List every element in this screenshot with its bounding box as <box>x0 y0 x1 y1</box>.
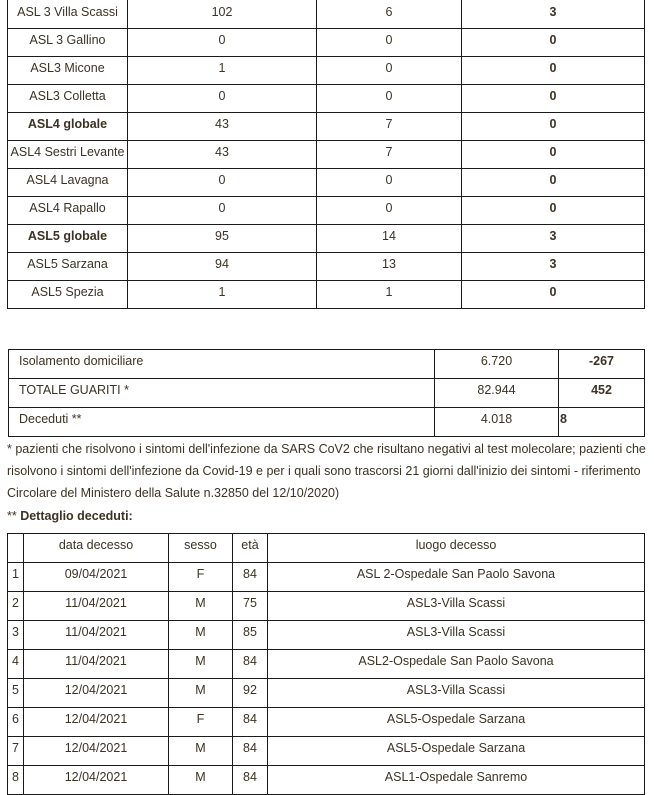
death-sex: F <box>169 563 233 592</box>
hospital-value-2: 7 <box>317 113 462 141</box>
hospital-value-2: 7 <box>317 141 462 169</box>
hospital-delta: 0 <box>462 141 645 169</box>
table-row <box>9 379 645 408</box>
summary-label: Isolamento domiciliare <box>9 350 435 379</box>
hospital-delta: 0 <box>462 169 645 197</box>
hospital-value-1: 0 <box>128 169 317 197</box>
header-age: età <box>233 534 268 563</box>
hospital-name: ASL 3 Villa Scassi <box>8 0 128 29</box>
hospital-name: ASL3 Colletta <box>8 85 128 113</box>
table-row <box>8 29 645 57</box>
header-sex: sesso <box>169 534 233 563</box>
hospital-name: ASL 3 Gallino <box>8 29 128 57</box>
hospital-value-2: 13 <box>317 253 462 281</box>
death-sex: M <box>169 621 233 650</box>
hospital-delta: 0 <box>462 57 645 85</box>
death-date: 11/04/2021 <box>24 621 169 650</box>
deceduti-title: Dettaglio deceduti: <box>20 509 133 523</box>
table-row <box>8 281 645 309</box>
hospital-value-2: 0 <box>317 169 462 197</box>
hospital-value-1: 1 <box>128 57 317 85</box>
row-index: 4 <box>8 650 24 679</box>
hospital-name: ASL4 Rapallo <box>8 197 128 225</box>
death-sex: M <box>169 737 233 766</box>
summary-delta: 452 <box>559 379 645 408</box>
death-place: ASL5-Ospedale Sarzana <box>268 737 645 766</box>
hospital-name: ASL5 Sarzana <box>8 253 128 281</box>
death-age: 84 <box>233 737 268 766</box>
table-row <box>8 737 645 766</box>
hospital-name: ASL4 globale <box>8 113 128 141</box>
summary-label: TOTALE GUARITI * <box>9 379 435 408</box>
table-row <box>8 563 645 592</box>
death-age: 84 <box>233 650 268 679</box>
hospital-value-1: 0 <box>128 29 317 57</box>
death-age: 92 <box>233 679 268 708</box>
header-date: data decesso <box>24 534 169 563</box>
hospital-value-1: 43 <box>128 113 317 141</box>
table-row <box>8 621 645 650</box>
hospital-value-1: 94 <box>128 253 317 281</box>
death-age: 84 <box>233 766 268 795</box>
death-date: 12/04/2021 <box>24 708 169 737</box>
table-row <box>8 708 645 737</box>
deaths-table <box>7 533 645 795</box>
death-sex: M <box>169 766 233 795</box>
table-row <box>8 169 645 197</box>
hospital-value-2: 14 <box>317 225 462 253</box>
table-row <box>9 350 645 379</box>
table-row <box>8 85 645 113</box>
hospital-value-2: 0 <box>317 57 462 85</box>
death-sex: M <box>169 650 233 679</box>
hospital-name: ASL5 globale <box>8 225 128 253</box>
death-place: ASL2-Ospedale San Paolo Savona <box>268 650 645 679</box>
death-place: ASL3-Villa Scassi <box>268 621 645 650</box>
table-row <box>8 253 645 281</box>
hospital-value-2: 6 <box>317 0 462 29</box>
row-index: 3 <box>8 621 24 650</box>
table-row <box>8 197 645 225</box>
row-index: 2 <box>8 592 24 621</box>
hospital-value-2: 0 <box>317 197 462 225</box>
death-age: 84 <box>233 563 268 592</box>
death-date: 12/04/2021 <box>24 737 169 766</box>
header-index <box>8 534 24 563</box>
header-place: luogo decesso <box>268 534 645 563</box>
table-row <box>8 650 645 679</box>
table-row <box>8 679 645 708</box>
death-date: 12/04/2021 <box>24 766 169 795</box>
death-sex: M <box>169 592 233 621</box>
hospital-value-1: 43 <box>128 141 317 169</box>
summary-table <box>8 349 645 437</box>
row-index: 1 <box>8 563 24 592</box>
table-row <box>8 592 645 621</box>
hospital-value-1: 95 <box>128 225 317 253</box>
hospital-delta: 0 <box>462 29 645 57</box>
death-place: ASL 2-Ospedale San Paolo Savona <box>268 563 645 592</box>
row-index: 6 <box>8 708 24 737</box>
death-date: 09/04/2021 <box>24 563 169 592</box>
summary-value: 4.018 <box>435 408 559 437</box>
hospital-name: ASL4 Lavagna <box>8 169 128 197</box>
death-place: ASL3-Villa Scassi <box>268 592 645 621</box>
hospital-delta: 0 <box>462 85 645 113</box>
summary-value: 82.944 <box>435 379 559 408</box>
death-place: ASL3-Villa Scassi <box>268 679 645 708</box>
hospital-value-2: 0 <box>317 29 462 57</box>
row-index: 8 <box>8 766 24 795</box>
hospital-value-1: 0 <box>128 85 317 113</box>
death-place: ASL5-Ospedale Sarzana <box>268 708 645 737</box>
hospital-delta: 0 <box>462 281 645 309</box>
death-sex: F <box>169 708 233 737</box>
hospital-value-2: 0 <box>317 85 462 113</box>
hospital-delta: 0 <box>462 197 645 225</box>
table-header-row <box>8 534 645 563</box>
hospital-value-1: 102 <box>128 0 317 29</box>
footnote-marker: ** <box>7 509 21 523</box>
table-row <box>8 0 645 29</box>
deceduti-footnote-heading <box>7 505 647 527</box>
summary-delta: -267 <box>559 350 645 379</box>
row-index: 7 <box>8 737 24 766</box>
death-sex: M <box>169 679 233 708</box>
table-row <box>8 113 645 141</box>
table-row <box>8 141 645 169</box>
table-row <box>8 57 645 85</box>
death-date: 11/04/2021 <box>24 650 169 679</box>
hospital-value-1: 0 <box>128 197 317 225</box>
guariti-footnote: * pazienti che risolvono i sintomi dell'infezione da SARS CoV2 che risultano negativi al test molecolare; pazienti che risolvono i sintomi dell'infezione da Covid-19 e per i quali sono trascorsi 21 giorni dall'inizio dei sintomi - riferimento Circolare del Ministero della Salute n.32850 del 12/10/2020) <box>7 442 646 500</box>
row-index: 5 <box>8 679 24 708</box>
hospital-name: ASL5 Spezia <box>8 281 128 309</box>
death-place: ASL1-Ospedale Sanremo <box>268 766 645 795</box>
death-date: 12/04/2021 <box>24 679 169 708</box>
table-row <box>8 766 645 795</box>
hospital-delta: 3 <box>462 225 645 253</box>
hospital-delta: 3 <box>462 0 645 29</box>
hospital-name: ASL3 Micone <box>8 57 128 85</box>
death-age: 75 <box>233 592 268 621</box>
death-date: 11/04/2021 <box>24 592 169 621</box>
table-row <box>9 408 645 437</box>
death-age: 85 <box>233 621 268 650</box>
hospital-name: ASL4 Sestri Levante <box>8 141 128 169</box>
summary-delta: 8 <box>559 408 645 437</box>
hospital-value-1: 1 <box>128 281 317 309</box>
hospital-delta: 3 <box>462 253 645 281</box>
hospital-table <box>7 0 645 309</box>
death-age: 84 <box>233 708 268 737</box>
table-row <box>8 225 645 253</box>
hospital-value-2: 1 <box>317 281 462 309</box>
hospital-delta: 0 <box>462 113 645 141</box>
summary-label: Deceduti ** <box>9 408 435 437</box>
summary-value: 6.720 <box>435 350 559 379</box>
